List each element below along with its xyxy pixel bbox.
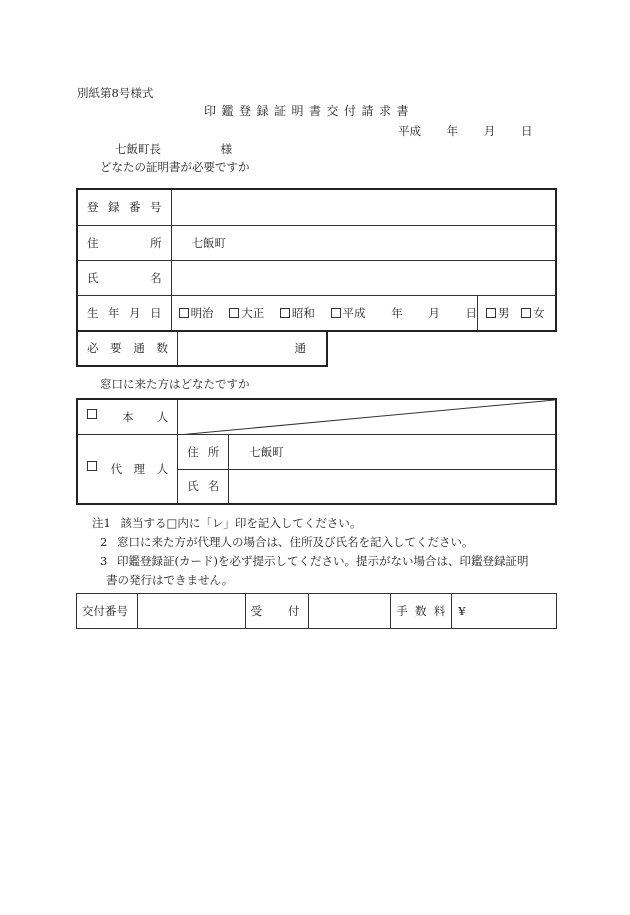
sex-male-checkbox[interactable] — [486, 306, 510, 320]
note-2-text: 窓口に来た方が代理人の場合は、住所及び氏名を記入してください。 — [116, 535, 474, 549]
form-number: 別紙第8号様式 — [77, 86, 154, 100]
note-3-num: 3 — [100, 554, 108, 568]
copies-label: 必 要 通 数 — [77, 330, 178, 366]
name-field[interactable] — [171, 260, 556, 295]
copies-table — [76, 330, 328, 367]
note-3-line1: 印鑑登録証(カード)を必ず提示してください。提示がない場合は、印鑑登録証明 — [116, 554, 529, 568]
copies-field[interactable] — [178, 330, 327, 366]
dob-year-label: 年 — [391, 305, 403, 320]
yen-symbol: ¥ — [458, 604, 466, 618]
self-checkbox-cell[interactable]: 本 人 — [77, 399, 178, 434]
address-value: 七飯町 — [191, 235, 227, 250]
note-1-text: 該当する□内に「レ」印を記入してください。 — [120, 516, 362, 530]
era-taisho-checkbox[interactable] — [229, 306, 264, 320]
issue-no-label: 交付番号 — [77, 594, 138, 629]
received-field[interactable] — [308, 594, 391, 629]
date-day-label: 日 — [520, 124, 533, 138]
form-title: 印鑑登録証明書交付請求書 — [204, 104, 415, 118]
issue-no-field[interactable] — [137, 594, 245, 629]
visitor-table — [76, 398, 557, 505]
agent-name-field[interactable] — [229, 469, 556, 504]
era-showa-checkbox[interactable] — [280, 306, 315, 320]
agent-checkbox-cell[interactable]: 代 理 人 — [77, 434, 178, 504]
dob-day-label: 日 — [465, 305, 477, 320]
era-showa-label: 昭和 — [291, 305, 315, 320]
era-taisho-label: 大正 — [241, 305, 265, 320]
agent-address-field[interactable] — [229, 434, 556, 469]
note-2-num: 2 — [100, 535, 108, 549]
agent-address-value: 七飯町 — [249, 444, 284, 459]
dob-label: 生 年 月 日 — [77, 295, 171, 331]
sex-male-label: 男 — [498, 305, 510, 320]
addressee-honorific: 様 — [220, 142, 233, 156]
era-meiji-checkbox[interactable] — [179, 306, 214, 320]
section1-question: どなたの証明書が必要ですか — [100, 160, 250, 174]
date-era: 平成 — [398, 124, 421, 138]
date-month-label: 月 — [483, 124, 496, 138]
reg-no-label: 登 録 番 号 — [77, 189, 171, 225]
sex-field — [478, 295, 557, 331]
received-label: 受 付 — [245, 594, 308, 629]
copies-unit: 通 — [294, 340, 306, 355]
addressee — [115, 141, 232, 157]
section2-question: 窓口に来た方はどなたですか — [100, 377, 250, 391]
note-1 — [92, 515, 361, 531]
note-3-line2: 書の発行はできません。 — [106, 573, 234, 587]
agent-name-label: 氏 名 — [178, 469, 229, 504]
address-label: 住 所 — [77, 225, 171, 260]
request-date — [398, 123, 532, 139]
date-year-label: 年 — [446, 124, 459, 138]
sex-female-label: 女 — [533, 305, 545, 320]
name-label: 氏 名 — [77, 260, 171, 295]
fee-label: 手 数 料 — [391, 594, 452, 629]
strike-diagonal — [178, 400, 555, 435]
era-meiji-label: 明治 — [190, 305, 214, 320]
certificate-owner-table — [76, 188, 557, 332]
reg-no-field[interactable] — [171, 189, 556, 225]
note-2 — [100, 534, 473, 550]
agent-address-label: 住 所 — [178, 434, 229, 469]
addressee-name: 七飯町長 — [115, 142, 161, 156]
address-field[interactable] — [171, 225, 556, 260]
note-3 — [100, 553, 528, 569]
office-use-table — [76, 593, 557, 629]
sex-female-checkbox[interactable] — [521, 306, 545, 320]
note-1-prefix: 注1 — [92, 516, 111, 530]
fee-field[interactable] — [452, 594, 557, 629]
dob-month-label: 月 — [428, 305, 440, 320]
dob-field — [171, 295, 477, 331]
era-heisei-checkbox[interactable] — [331, 306, 366, 320]
self-field — [178, 399, 556, 434]
era-heisei-label: 平成 — [342, 305, 366, 320]
